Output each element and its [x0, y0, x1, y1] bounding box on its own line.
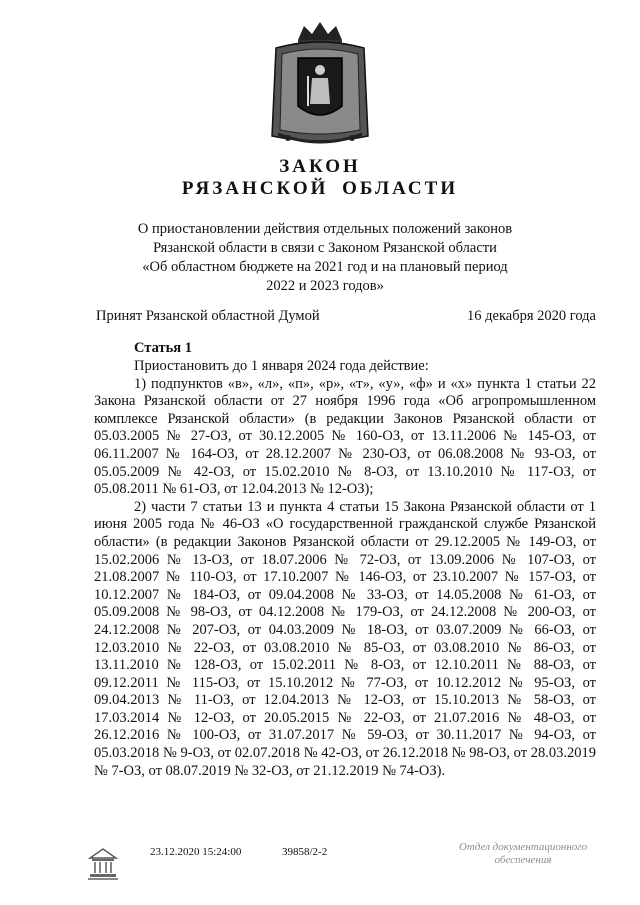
footer-timestamp: 23.12.2020 15:24:00 — [150, 846, 242, 858]
article-paragraph: 1) подпунктов «в», «л», «п», «р», «т», «у», «ф» и «х» пункта 1 статьи 22 Закона Рязанской области от 27 ноября 1996 года «Об агропромышленном комплексе Рязанской области» (в редакции Законов Рязанской области от 05.03.2005 № 27-ОЗ, от 30.12.2005 № 160-ОЗ, от 13.11.2006 № 145-ОЗ, от 06.11.2007 № 164-ОЗ, от 28.12.2007 № 230-ОЗ, от 06.08.2008 № 93-ОЗ, от 05.05.2009 № 42-ОЗ, от 15.02.2010 № 8-ОЗ, от 13.10.2010 № 117-ОЗ, от 05.08.2011 № 61-ОЗ, от 12.04.2013 № 12-ОЗ); — [94, 375, 596, 498]
adoption-text: Принят Рязанской областной Думой — [96, 308, 320, 324]
law-subtitle — [120, 220, 530, 296]
subtitle-line: О приостановлении действия отдельных положений законов — [137, 221, 513, 237]
region-title: РЯЗАНСКОЙ ОБЛАСТИ — [181, 178, 459, 199]
subtitle-line: 2022 и 2023 годов» — [266, 278, 384, 294]
page-footer — [0, 838, 640, 898]
article-title: Статья 1 — [134, 340, 192, 356]
article-paragraph: 2) части 7 статьи 13 и пункта 4 статьи 15 Закона Рязанской области от 1 июня 2005 года № 46-ОЗ «О государственной гражданской службе Рязанской области» (в редакции Законов Рязанской области от 29.12.2005 № 149-ОЗ, от 15.02.2006 № 13-ОЗ, от 18.07.2006 № 72-ОЗ, от 13.09.2006 № 107-ОЗ, от 21.08.2007 № 110-ОЗ, от 17.10.2007 № 146-ОЗ, от 23.10.2007 № 157-ОЗ, от 10.12.2007 № 184-ОЗ, от 09.04.2008 № 33-ОЗ, от 14.05.2008 № 61-ОЗ, от 05.09.2008 № 98-ОЗ, от 04.12.2008 № 179-ОЗ, от 24.12.2008 № 200-ОЗ, от 24.12.2008 № 207-ОЗ, от 04.03.2009 № 18-ОЗ, от 03.07.2009 № 66-ОЗ, от 12.03.2010 № 22-ОЗ, от 03.08.2010 № 85-ОЗ, от 03.08.2010 № 86-ОЗ, от 13.11.2010 № 128-ОЗ, от 15.02.2011 № 8-ОЗ, от 12.10.2011 № 88-ОЗ, от 09.12.2011 № 115-ОЗ, от 15.10.2012 № 77-ОЗ, от 10.12.2012 № 95-ОЗ, от 09.04.2013 № 11-ОЗ, от 12.04.2013 № 12-ОЗ, от 15.10.2013 № 58-ОЗ, от 17.03.2014 № 12-ОЗ, от 20.05.2015 № 22-ОЗ, от 21.07.2016 № 48-ОЗ, от 26.12.2016 № 100-ОЗ, от 31.07.2017 № 59-ОЗ, от 30.11.2017 № 94-ОЗ, от 05.03.2018 № 9-ОЗ, от 02.07.2018 № 42-ОЗ, от 26.12.2018 № 98-ОЗ, от 28.03.2019 № 7-ОЗ, от 08.07.2019 № 32-ОЗ, от 21.12.2019 № 74-ОЗ). — [94, 498, 596, 779]
stamp-line: Отдел документационного — [458, 841, 588, 853]
footer-doc-code: 39858/2-2 — [282, 846, 328, 858]
coat-of-arms-icon — [268, 18, 372, 148]
adoption-date: 16 декабря 2020 года — [467, 308, 596, 324]
subtitle-line: Рязанской области в связи с Законом Рязанской области — [153, 240, 497, 256]
subtitle-line: «Об областном бюджете на 2021 год и на плановый период — [142, 259, 508, 275]
stamp-line: обеспечения — [494, 854, 552, 866]
department-stamp — [448, 841, 598, 867]
duma-building-icon — [86, 846, 120, 882]
article-paragraph: Приостановить до 1 января 2024 года действие: — [134, 358, 429, 374]
law-title: ЗАКОН — [279, 156, 361, 177]
article-body — [94, 358, 596, 780]
